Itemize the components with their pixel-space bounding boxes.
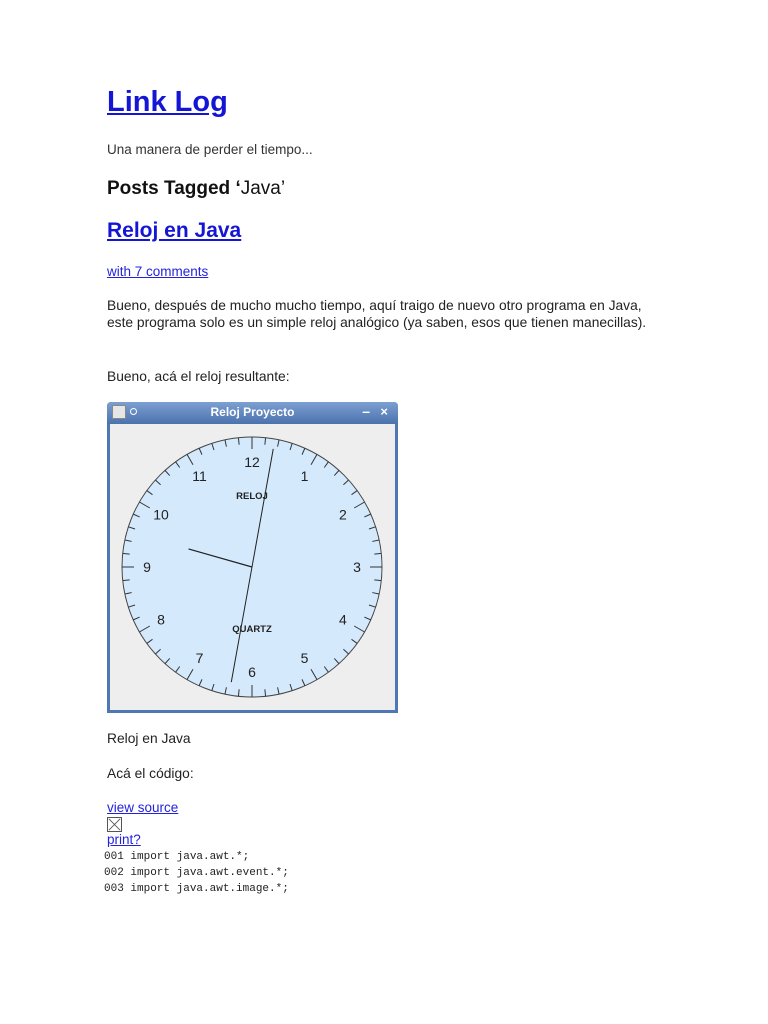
broken-image-icon	[107, 817, 122, 832]
clock-label-top: RELOJ	[236, 491, 268, 502]
image-caption: Reloj en Java	[107, 731, 191, 746]
analog-clock	[110, 424, 395, 710]
clock-number: 12	[244, 454, 260, 470]
site-tagline: Una manera de perder el tiempo...	[107, 142, 313, 157]
site-title-link[interactable]: Link Log	[107, 86, 228, 118]
code-line: 001 import java.awt.*;	[104, 851, 250, 863]
code-line: 003 import java.awt.image.*;	[104, 883, 289, 895]
clock-label-bottom: QUARTZ	[232, 624, 272, 635]
clock-number: 9	[143, 559, 151, 575]
clock-number: 6	[248, 664, 256, 680]
clock-window-screenshot	[107, 402, 398, 713]
post-paragraph-1: Bueno, después de mucho mucho tiempo, aquí traigo de nuevo otro programa en Java, este programa solo es un simple reloj analógico (ya saben, esos que tienen manecillas).	[107, 298, 647, 330]
close-icon: ×	[380, 404, 388, 419]
code-line: 002 import java.awt.event.*;	[104, 867, 289, 879]
clock-number: 11	[192, 468, 207, 485]
clock-number: 2	[339, 506, 347, 523]
code-block	[104, 849, 289, 897]
minimize-icon: –	[362, 403, 370, 419]
print-link[interactable]: print?	[107, 832, 141, 847]
clock-number: 8	[157, 611, 165, 628]
clock-number: 10	[153, 506, 169, 523]
window-titlebar	[107, 402, 398, 424]
clock-number: 5	[300, 649, 309, 666]
archive-heading	[107, 178, 285, 200]
clock-number: 3	[353, 559, 361, 575]
archive-tag: Java’	[240, 178, 286, 199]
clock-number: 1	[300, 468, 309, 485]
comments-link[interactable]: with 7 comments	[107, 264, 209, 279]
window-body	[110, 424, 395, 710]
view-source-link[interactable]: view source	[107, 800, 179, 815]
clock-number: 7	[195, 649, 204, 666]
post-paragraph-3: Acá el código:	[107, 766, 194, 781]
post-paragraph-2: Bueno, acá el reloj resultante:	[107, 369, 290, 384]
window-title: Reloj Proyecto	[210, 405, 295, 419]
archive-heading-prefix: Posts Tagged ‘	[107, 178, 241, 199]
clock-number: 4	[339, 611, 347, 628]
post-title-link[interactable]: Reloj en Java	[107, 219, 242, 242]
